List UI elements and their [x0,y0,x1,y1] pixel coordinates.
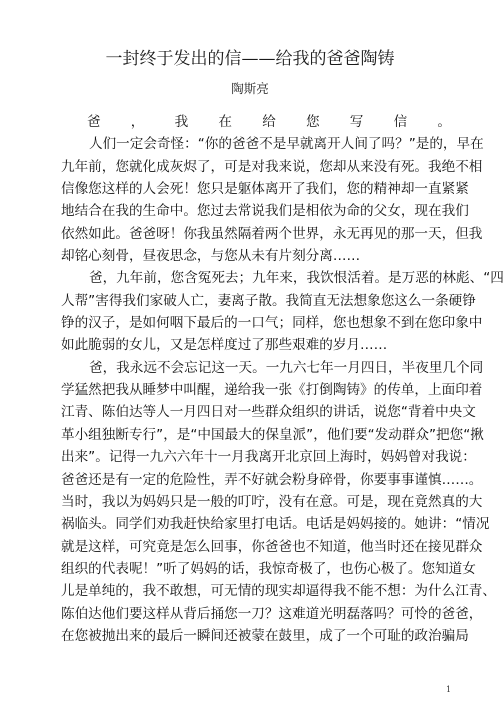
text-line: 儿是单纯的，我不敢想，可无情的现实却逼得我不能不想：为什么江青、 [61,583,496,600]
text-line: 陈伯达他们要这样从背后捅您一刀？这难道光明磊落吗？可怜的爸爸， [61,605,483,622]
document-author: 陶斯亮 [231,81,269,96]
text-line: 地结合在我的生命中。您过去常说我们是相依为命的父女，现在我们 [61,203,469,220]
text-line: 爸，我在给您写信。 [87,114,451,130]
text-line: 铮的汉子，是如何咽下最后的一口气；同样，您也想象不到在您印象中 [61,315,483,332]
document-title: 一封终于发出的信——给我的爸爸陶铸 [105,49,395,69]
text-line: 在您被抛出来的最后一瞬间还被蒙在鼓里，成了一个可耻的政治骗局 [61,627,469,644]
text-line: 革小组独断专行”，是“中国最大的保皇派”，他们要“发动群众”把您“揪 [61,426,484,443]
text-line: 江青、陈伯达等人一月四日对一些群众组织的讲话，说您“背着中央文 [61,404,476,421]
text-line: 祸临头。同学们劝我赶快给家里打电话。电话是妈妈接的。她讲：“情况 [61,516,490,533]
text-line: 人们一定会奇怪：“你的爸爸不是早就离开人间了吗？”是的，早在 [89,136,484,153]
text-line: 爸，九年前，您含冤死去；九年来，我饮恨活着。是万恶的林彪、“四 [89,270,504,287]
page-number: 1 [446,685,452,694]
text-line: 依然如此。爸爸呀！你我虽然隔着两个世界，永无再见的那一天，但我 [61,225,483,242]
text-line: 学猛然把我从睡梦中叫醒，递给我一张《打倒陶铸》的传单，上面印着 [61,382,483,399]
text-line: 爸，我永远不会忘记这一天。一九六七年一月四日，半夜里几个同 [89,359,484,376]
text-line: 信像您这样的人会死！您只是躯体离开了我们，您的精神却一直紧紧 [61,181,469,198]
document-body [61,111,504,647]
text-line: 九年前，您就化成灰烬了，可是对我来说，您却从来没有死。我绝不相 [61,158,483,175]
text-line: 就是这样，可究竟是怎么回事，你爸爸也不知道，他当时还在接见群众 [61,538,483,555]
text-line: 却铭心刻骨，昼夜思念，与您从未有片刻分离…… [61,248,361,265]
text-line: 当时，我以为妈妈只是一般的叮咛，没有在意。可是，现在竟然真的大 [61,493,483,510]
text-line: 人帮”害得我们家破人亡，妻离子散。我简直无法想象您这么一条硬铮 [61,292,476,309]
text-line: 如此脆弱的女儿，又是怎样度过了那些艰难的岁月…… [61,337,388,354]
text-line: 出来”。记得一九六六年十一月我离开北京回上海时，妈妈曾对我说： [61,449,476,466]
text-line: 组织的代表呢！”听了妈妈的话，我惊奇极了，也伤心极了。您知道女 [61,560,476,577]
text-line: 爸爸还是有一定的危险性，弄不好就会粉身碎骨，你要事事谨慎……。 [61,471,483,488]
